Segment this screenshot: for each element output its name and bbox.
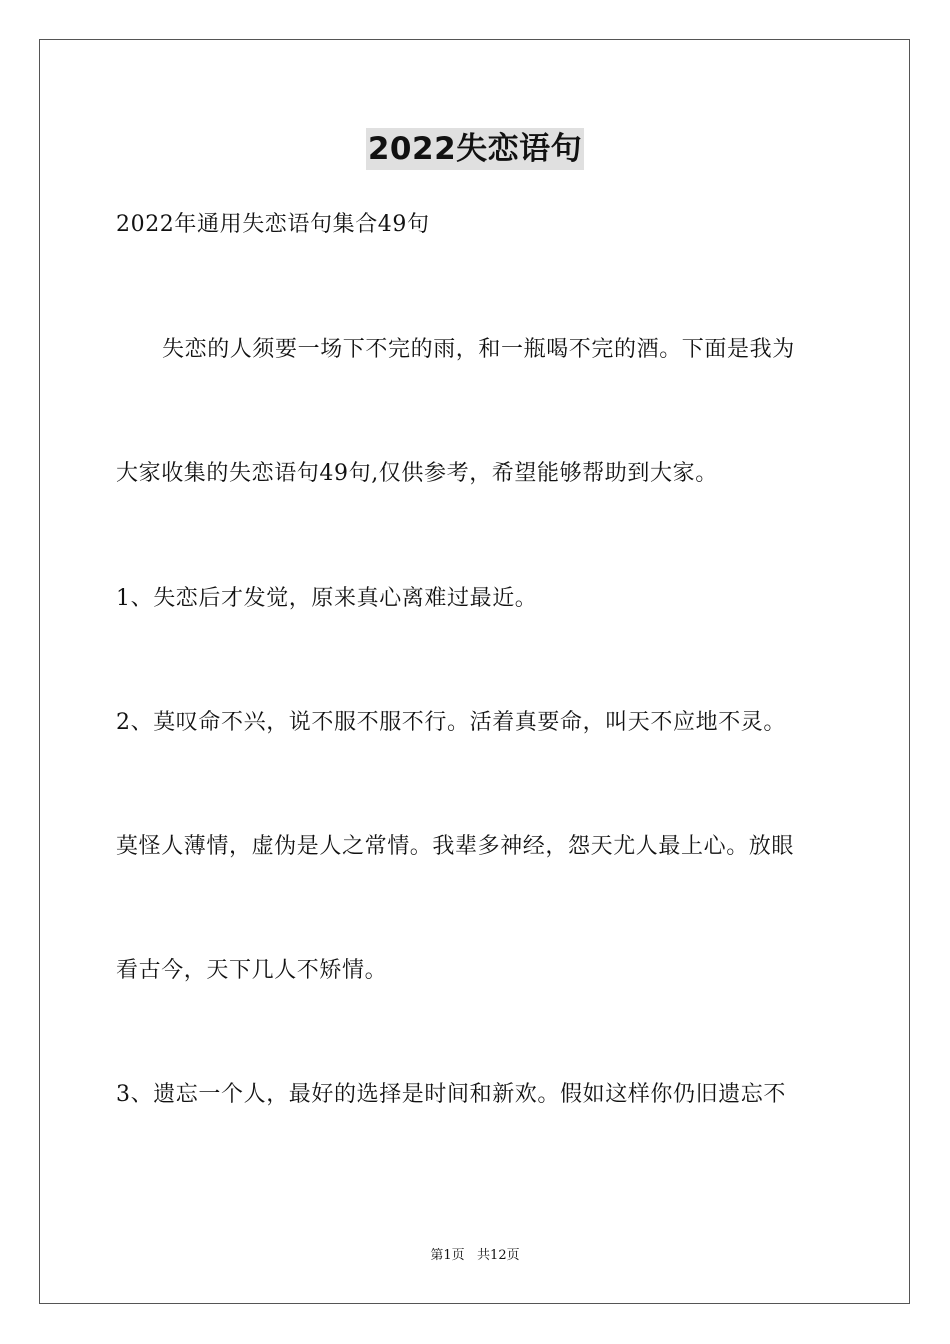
text-line: 2、莫叹命不兴，说不服不服不行。活着真要命，叫天不应地不灵。 bbox=[116, 710, 786, 735]
document-subtitle: 2022年通用失恋语句集合49句 bbox=[116, 212, 430, 237]
text-line: 莫怪人薄情，虚伪是人之常情。我辈多神经，怨天尤人最上心。放眼 bbox=[116, 834, 795, 859]
text-line: 3、遗忘一个人，最好的选择是时间和新欢。假如这样你仍旧遗忘不 bbox=[116, 1082, 786, 1107]
document-title: 2022失恋语句 bbox=[366, 128, 584, 170]
page-number-footer: 第1页 共12页 bbox=[430, 1248, 520, 1263]
title-container bbox=[0, 128, 950, 170]
text-line: 大家收集的失恋语句49句,仅供参考，希望能够帮助到大家。 bbox=[116, 461, 718, 486]
text-line: 1、失恋后才发觉，原来真心离难过最近。 bbox=[116, 586, 538, 611]
text-line: 看古今，天下几人不矫情。 bbox=[116, 958, 388, 983]
text-line: 失恋的人须要一场下不完的雨，和一瓶喝不完的酒。下面是我为 bbox=[162, 337, 795, 362]
